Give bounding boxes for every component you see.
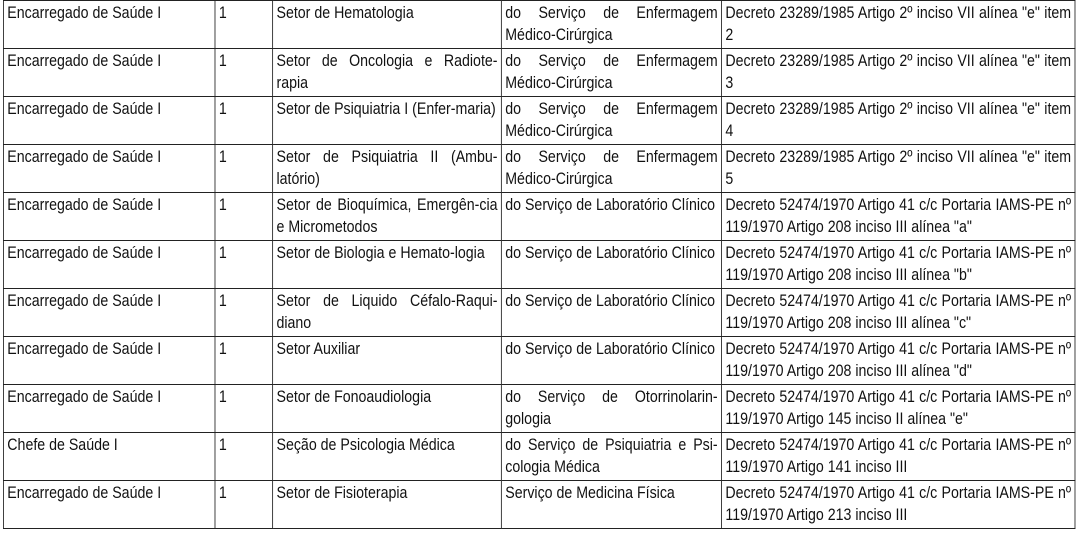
table-row — [3, 241, 1075, 289]
vinculo-cell: do Serviço de Enfermagem Médico-Cirúrgica — [501, 145, 721, 193]
quantidade-cell: 1 — [215, 241, 273, 289]
quantidade-cell: 1 — [215, 385, 273, 433]
vinculo-cell: do Serviço de Laboratório Clínico — [501, 337, 721, 385]
setor-cell: Setor de Bioquímica, Emergên-cia e Micrometodos — [273, 193, 502, 241]
legislacao-cell: Decreto 52474/1970 Artigo 41 c/c Portaria IAMS-PE nº 119/1970 Artigo 208 inciso III alínea "a" — [722, 193, 1075, 241]
cargo-cell: Encarregado de Saúde I — [3, 385, 215, 433]
legislacao-cell: Decreto 23289/1985 Artigo 2º inciso VII alínea "e" item 4 — [722, 97, 1075, 145]
vinculo-cell: do Serviço de Laboratório Clínico — [501, 241, 721, 289]
quantidade-cell: 1 — [215, 289, 273, 337]
quantidade-cell: 1 — [215, 145, 273, 193]
legislacao-cell: Decreto 23289/1985 Artigo 2º inciso VII alínea "e" item 5 — [722, 145, 1075, 193]
vinculo-cell: do Serviço de Otorrinolarin-gologia — [501, 385, 721, 433]
legislacao-cell: Decreto 52474/1970 Artigo 41 c/c Portaria IAMS-PE nº 119/1970 Artigo 208 inciso III alínea "d" — [722, 337, 1075, 385]
legislacao-cell: Decreto 23289/1985 Artigo 2º inciso VII alínea "e" item 2 — [722, 1, 1075, 49]
cargo-cell: Encarregado de Saúde I — [3, 289, 215, 337]
quantidade-cell: 1 — [215, 1, 273, 49]
cargo-cell: Chefe de Saúde I — [3, 433, 215, 481]
quantidade-cell: 1 — [215, 433, 273, 481]
setor-cell: Setor de Fisioterapia — [273, 481, 502, 529]
setor-cell: Setor de Psiquiatria I (Enfer-maria) — [273, 97, 502, 145]
cargo-cell: Encarregado de Saúde I — [3, 49, 215, 97]
setor-cell: Setor Auxiliar — [273, 337, 502, 385]
vinculo-cell: do Serviço de Enfermagem Médico-Cirúrgica — [501, 1, 721, 49]
quantidade-cell: 1 — [215, 193, 273, 241]
table-row — [3, 433, 1075, 481]
vinculo-cell: do Serviço de Enfermagem Médico-Cirúrgica — [501, 97, 721, 145]
table-row — [3, 193, 1075, 241]
legislacao-cell: Decreto 23289/1985 Artigo 2º inciso VII alínea "e" item 3 — [722, 49, 1075, 97]
setor-cell: Setor de Oncologia e Radiote-rapia — [273, 49, 502, 97]
setor-cell: Setor de Liquido Céfalo-Raqui-diano — [273, 289, 502, 337]
setor-cell: Setor de Hematologia — [273, 1, 502, 49]
vinculo-cell: do Serviço de Laboratório Clínico — [501, 193, 721, 241]
quantidade-cell: 1 — [215, 481, 273, 529]
vinculo-cell: do Serviço de Laboratório Clínico — [501, 289, 721, 337]
table-row — [3, 289, 1075, 337]
legislacao-cell: Decreto 52474/1970 Artigo 41 c/c Portaria IAMS-PE nº 119/1970 Artigo 145 inciso II alínea "e" — [722, 385, 1075, 433]
table-row — [3, 1, 1075, 49]
table-row — [3, 481, 1075, 529]
cargo-cell: Encarregado de Saúde I — [3, 481, 215, 529]
legislacao-cell: Decreto 52474/1970 Artigo 41 c/c Portaria IAMS-PE nº 119/1970 Artigo 208 inciso III alínea "b" — [722, 241, 1075, 289]
cargo-cell: Encarregado de Saúde I — [3, 193, 215, 241]
table-row — [3, 337, 1075, 385]
setor-cell: Setor de Biologia e Hemato-logia — [273, 241, 502, 289]
legislacao-cell: Decreto 52474/1970 Artigo 41 c/c Portaria IAMS-PE nº 119/1970 Artigo 208 inciso III alínea "c" — [722, 289, 1075, 337]
cargo-cell: Encarregado de Saúde I — [3, 241, 215, 289]
quantidade-cell: 1 — [215, 97, 273, 145]
table-row — [3, 385, 1075, 433]
setor-cell: Seção de Psicologia Médica — [273, 433, 502, 481]
cargo-cell: Encarregado de Saúde I — [3, 145, 215, 193]
quantidade-cell: 1 — [215, 337, 273, 385]
vinculo-cell: do Serviço de Psiquiatria e Psi-cologia Médica — [501, 433, 721, 481]
legislacao-cell: Decreto 52474/1970 Artigo 41 c/c Portaria IAMS-PE nº 119/1970 Artigo 213 inciso III — [722, 481, 1075, 529]
cargo-cell: Encarregado de Saúde I — [3, 97, 215, 145]
positions-table — [3, 0, 1075, 529]
quantidade-cell: 1 — [215, 49, 273, 97]
table-row — [3, 97, 1075, 145]
cargo-cell: Encarregado de Saúde I — [3, 1, 215, 49]
vinculo-cell: do Serviço de Enfermagem Médico-Cirúrgica — [501, 49, 721, 97]
cargo-cell: Encarregado de Saúde I — [3, 337, 215, 385]
legislacao-cell: Decreto 52474/1970 Artigo 41 c/c Portaria IAMS-PE nº 119/1970 Artigo 141 inciso III — [722, 433, 1075, 481]
positions-table-body — [3, 1, 1075, 529]
table-row — [3, 49, 1075, 97]
setor-cell: Setor de Fonoaudiologia — [273, 385, 502, 433]
vinculo-cell: Serviço de Medicina Física — [501, 481, 721, 529]
table-row — [3, 145, 1075, 193]
setor-cell: Setor de Psiquiatria II (Ambu-latório) — [273, 145, 502, 193]
